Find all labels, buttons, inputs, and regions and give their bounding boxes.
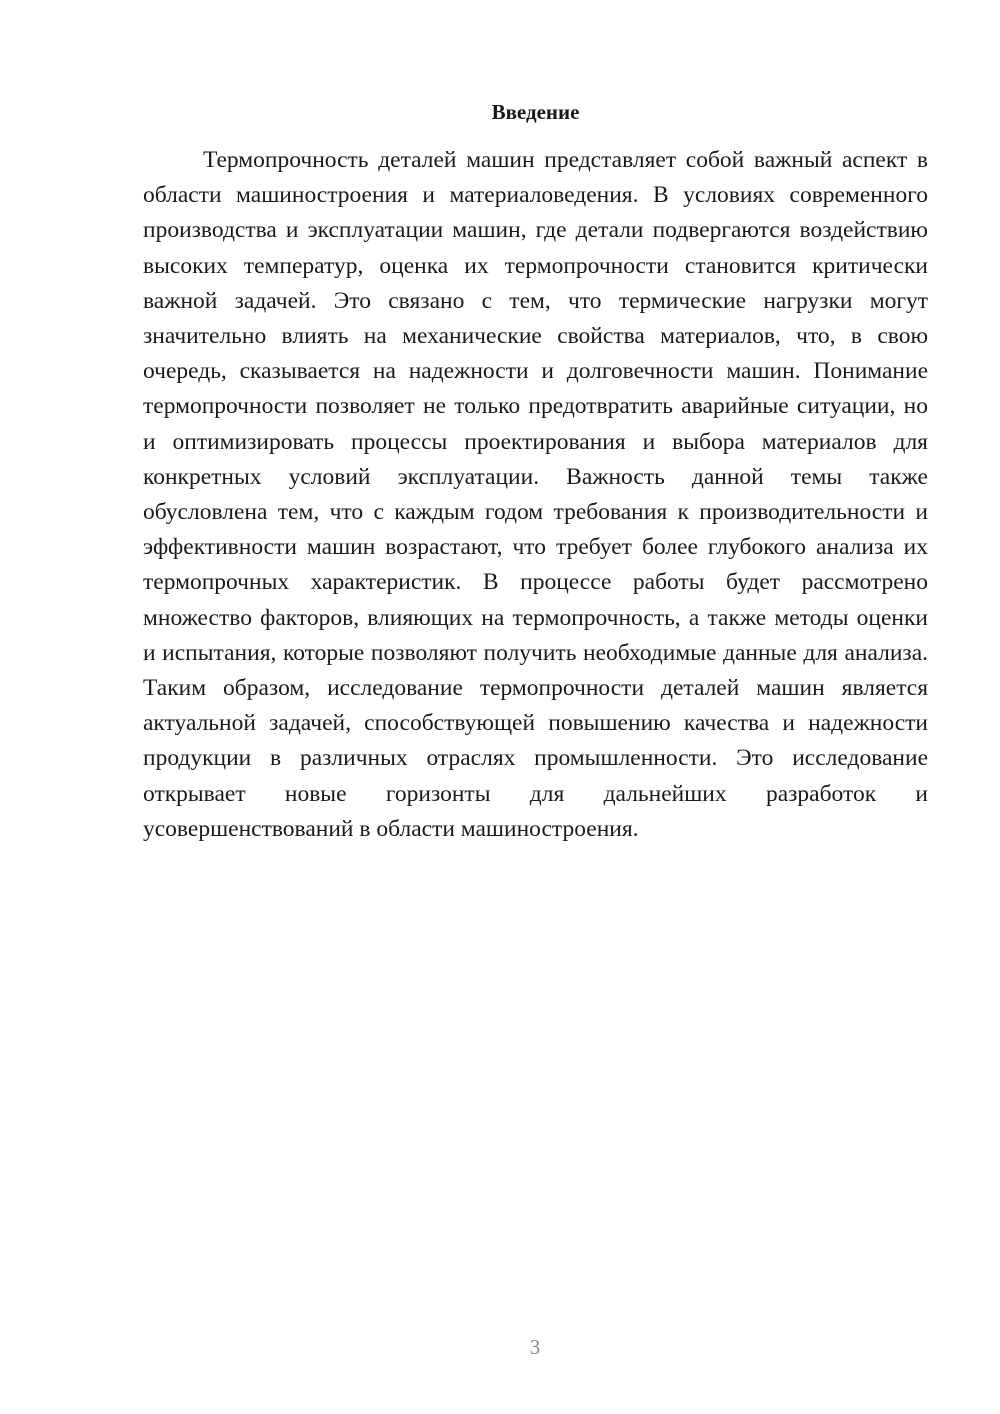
section-heading: Введение (491, 100, 580, 124)
page-number: 3 (529, 1335, 541, 1359)
body-paragraph: Термопрочность деталей машин представляет собой важный аспект в области машиностроения и материаловедения. В условиях современного производства и эксплуатации машин, где детали подвергаются воздействию высоких температур, оценка их термопрочности становится критически важной задачей. Это связано с тем, что термические нагрузки могут значительно влиять на механические свойства материалов, что, в свою очередь, сказывается на надежности и долговечности машин. Понимание термопрочности позволяет не только предотвратить аварийные ситуации, но и оптимизировать процессы проектирования и выбора материалов для конкретных условий эксплуатации. Важность данной темы также обусловлена тем, что с каждым годом требования к производительности и эффективности машин возрастают, что требует более глубокого анализа их термопрочных характеристик. В процессе работы будет рассмотрено множество факторов, влияющих на термопрочность, а также методы оценки и испытания, которые позволяют получить необходимые данные для анализа. Таким образом, исследование термопрочности деталей машин является актуальной задачей, способствующей повышению качества и надежности продукции в различных отраслях промышленности. Это исследование открывает новые горизонты для дальнейших разработок и усовершенствований в области машиностроения. (143, 147, 928, 842)
